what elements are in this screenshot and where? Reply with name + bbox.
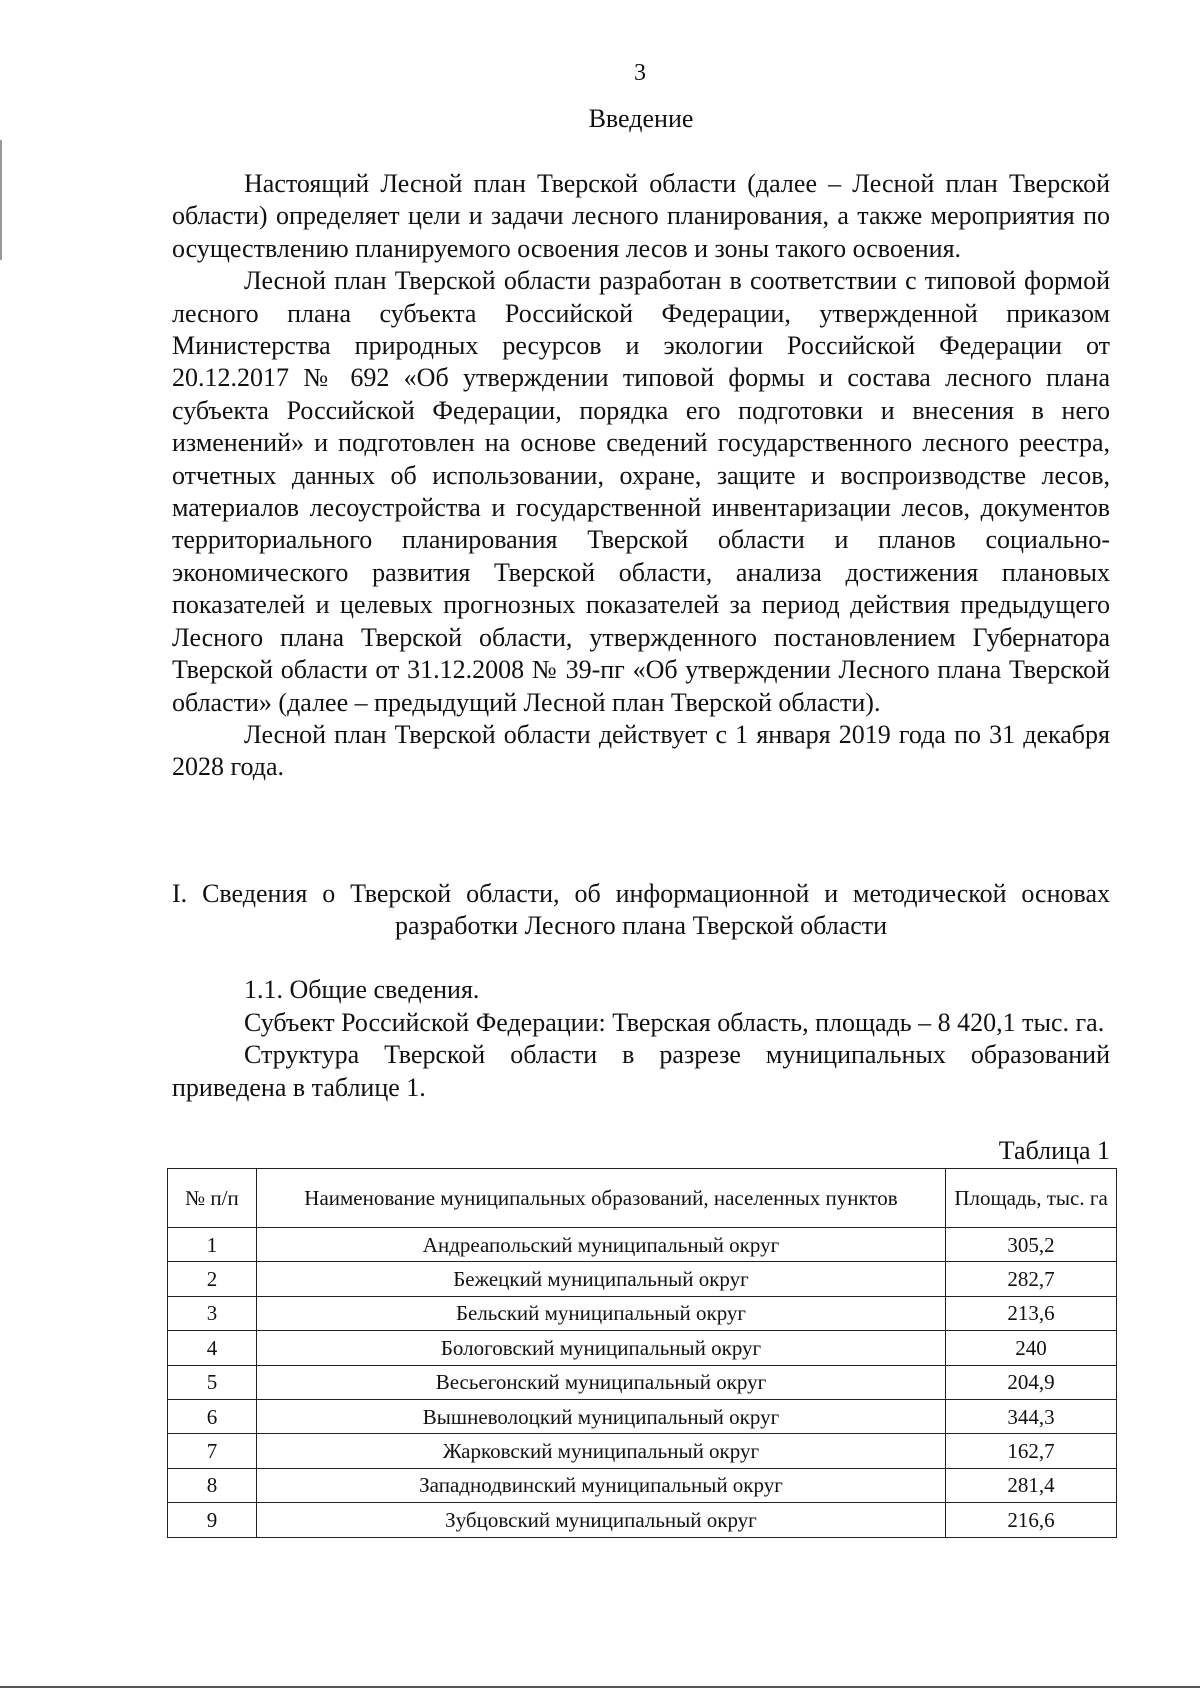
scan-edge-line: [0, 1686, 1200, 1688]
intro-paragraph: Лесной план Тверской области действует с 1 января 2019 года по 31 декабря 2028 года.: [172, 719, 1110, 782]
header-area: Площадь, тыс. га: [946, 1169, 1117, 1228]
scan-edge-mark: [0, 140, 2, 260]
table-row: [168, 1468, 1117, 1502]
cell-area: 281,4: [946, 1468, 1117, 1502]
cell-number: 2: [168, 1262, 257, 1296]
cell-name: Западнодвинский муниципальный округ: [256, 1468, 945, 1502]
intro-paragraph: Настоящий Лесной план Тверской области (далее – Лесной план Тверской области) определяет цели и задачи лесного планирования, а также мероприятия по осуществлению планируемого освоения лесов и зоны такого освоения.: [172, 169, 1110, 263]
section-paragraph: Субъект Российской Федерации: Тверская область, площадь – 8 420,1 тыс. га.: [244, 1007, 1105, 1037]
cell-name: Бельский муниципальный округ: [256, 1296, 945, 1330]
intro-heading: Введение: [588, 104, 694, 133]
intro-paragraph: Лесной план Тверской области разработан в соответствии с типовой формой лесного плана субъекта Российской Федерации, утвержденной приказом Министерства природных ресурсов и экологии Российской Федерации от 20.12.2017 № 692 «Об утверждении типовой формы и состава лесного плана субъекта Российской Федерации, порядка его подготовки и внесения в него изменений» и подготовлен на основе сведений государственного лесного реестра, отчетных данных об использовании, охране, защите и воспроизводстве лесов, материалов лесоустройства и государственной инвентаризации лесов, документов территориального планирования Тверской области и планов социально-экономического развития Тверской области, анализа достижения плановых показателей и целевых прогнозных показателей за период действия предыдущего Лесного плана Тверской области, утвержденного постановлением Губернатора Тверской области от 31.12.2008 № 39-пг «Об утверждении Лесного плана Тверской области» (далее – предыдущий Лесной план Тверской области).: [172, 266, 1110, 717]
cell-number: 7: [168, 1434, 257, 1468]
cell-number: 8: [168, 1468, 257, 1502]
cell-number: 6: [168, 1399, 257, 1433]
cell-name: Вышневолоцкий муниципальный округ: [256, 1399, 945, 1433]
cell-area: 282,7: [946, 1262, 1117, 1296]
table-header-row: [168, 1169, 1117, 1228]
cell-number: 5: [168, 1365, 257, 1399]
cell-name: Весьегонский муниципальный округ: [256, 1365, 945, 1399]
cell-number: 3: [168, 1296, 257, 1330]
cell-number: 1: [168, 1228, 257, 1262]
cell-name: Зубцовский муниципальный округ: [256, 1503, 945, 1537]
table-row: [168, 1434, 1117, 1468]
table-caption: Таблица 1: [998, 1136, 1110, 1165]
cell-number: 4: [168, 1331, 257, 1365]
header-number: № п/п: [168, 1169, 257, 1228]
municipal-areas-table: [167, 1168, 1117, 1538]
cell-area: 162,7: [946, 1434, 1117, 1468]
cell-number: 9: [168, 1503, 257, 1537]
table-row: [168, 1365, 1117, 1399]
table-row: [168, 1503, 1117, 1537]
section-paragraph: 1.1. Общие сведения.: [244, 975, 480, 1004]
table-row: [168, 1296, 1117, 1330]
cell-area: 213,6: [946, 1296, 1117, 1330]
cell-name: Бежецкий муниципальный округ: [256, 1262, 945, 1296]
section-heading-line1: I. Сведения о Тверской области, об информационной и методической основах: [172, 879, 1110, 908]
table-row: [168, 1331, 1117, 1365]
section-heading: [172, 878, 1110, 942]
header-name: Наименование муниципальных образований, населенных пунктов: [256, 1169, 945, 1228]
cell-name: Бологовский муниципальный округ: [256, 1331, 945, 1365]
section-body: [172, 974, 1110, 1104]
cell-area: 305,2: [946, 1228, 1117, 1262]
cell-area: 344,3: [946, 1399, 1117, 1433]
table-row: [168, 1228, 1117, 1262]
table-row: [168, 1262, 1117, 1296]
intro-body: [172, 168, 1110, 784]
cell-area: 204,9: [946, 1365, 1117, 1399]
cell-name: Жарковский муниципальный округ: [256, 1434, 945, 1468]
page-number: 3: [634, 60, 646, 86]
section-heading-line2: разработки Лесного плана Тверской области: [394, 911, 888, 940]
table-row: [168, 1399, 1117, 1433]
cell-area: 216,6: [946, 1503, 1117, 1537]
cell-name: Андреапольский муниципальный округ: [256, 1228, 945, 1262]
cell-area: 240: [946, 1331, 1117, 1365]
section-paragraph: Структура Тверской области в разрезе муниципальных образований приведена в таблице 1.: [172, 1040, 1110, 1102]
